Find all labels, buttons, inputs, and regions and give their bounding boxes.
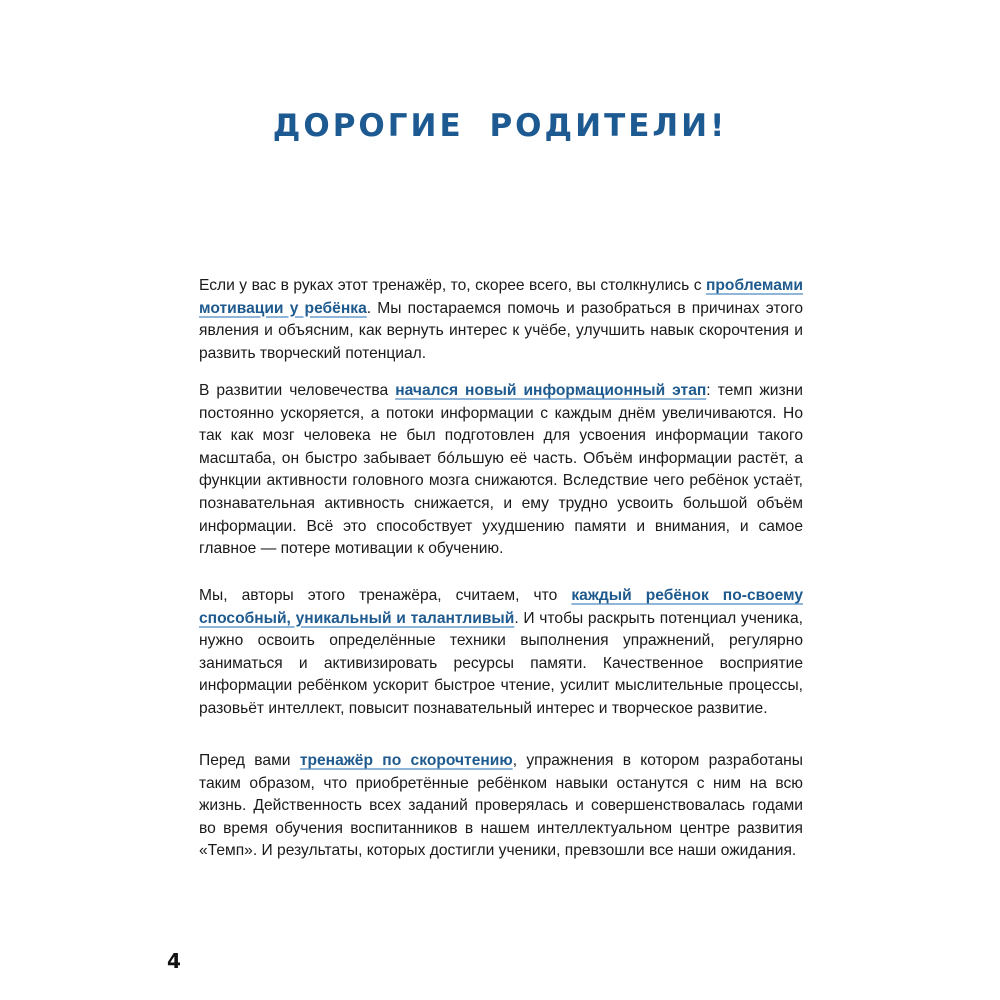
page-title: ДОРОГИЕ РОДИТЕЛИ! bbox=[272, 108, 728, 144]
page-number: 4 bbox=[167, 949, 181, 973]
paragraph-text: Если у вас в руках этот тренажёр, то, скорее всего, вы столкнулись с bbox=[199, 277, 706, 294]
paragraph-text: . Мы постараемся помочь и разобраться в причинах этого явления и объясним, как вернуть интерес к учёбе, улучшить навык скорочтения и развить творческий потенциал. bbox=[199, 299, 804, 362]
paragraph-text: , упражнения в котором разработаны таким образом, что приобретённые ребёнком навыки останутся с ним на всю жизнь. Действенность всех заданий проверялась и совершенствовалась годами во время обучения воспитанников в нашем интеллектуальном центре развития «Темп». И результаты, которых достигли ученики, превзошли все наши ожидания. bbox=[199, 752, 804, 860]
highlighted-phrase: каждый ребёнок по-своему способный, уникальный и талантливый bbox=[199, 587, 803, 627]
highlighted-phrase: проблемами мотивации у ребёнка bbox=[199, 277, 803, 317]
paragraph-1 bbox=[199, 275, 803, 365]
highlighted-phrase: начался новый информационный этап bbox=[395, 382, 707, 399]
paragraph-text: В развитии человечества bbox=[199, 382, 396, 399]
paragraph-4 bbox=[199, 750, 803, 863]
paragraph-text: . И чтобы раскрыть потенциал ученика, нужно освоить определённые техники выполнения упражнений, регулярно заниматься и активизировать ресурсы памяти. Качественное восприятие информации ребёнком ускорит быстрое чтение, усилит мыслительные процессы, разовьёт интеллект, повысит познавательный интерес и творческое развитие. bbox=[199, 609, 803, 717]
paragraph-3 bbox=[199, 585, 803, 721]
paragraph-text: Перед вами bbox=[199, 752, 300, 769]
highlighted-phrase: тренажёр по скорочтению bbox=[299, 752, 513, 769]
paragraph-text: Мы, авторы этого тренажёра, считаем, что bbox=[199, 587, 572, 604]
paragraph-text: : темп жизни постоянно ускоряется, а потоки информации с каждым днём увеличиваются. Но так как мозг человека не был подготовлен для усвоения информации такого масштаба, он быстро забывает бóльшую её часть. Объём информации растёт, а функции активности головного мозга снижаются. Вследствие чего ребёнок устаёт, познавательная активность снижается, и ему трудно усвоить большой объём информации. Всё это способствует ухудшению памяти и внимания, и самое главное — потере мотивации к обучению. bbox=[199, 382, 803, 558]
paragraph-2 bbox=[199, 380, 803, 561]
